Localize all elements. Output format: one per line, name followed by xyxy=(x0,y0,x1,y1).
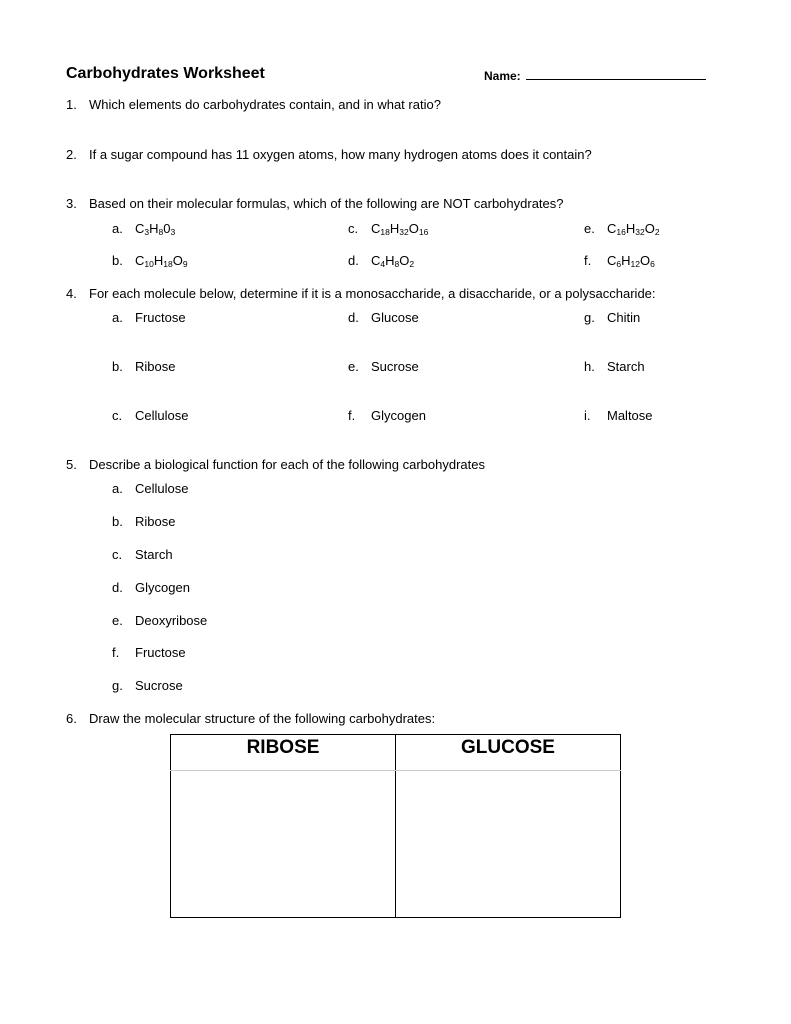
option-letter: g. xyxy=(584,310,595,325)
question-number: 1. xyxy=(66,97,77,112)
molecule-name: Fructose xyxy=(135,310,186,325)
option-letter: a. xyxy=(112,221,123,236)
question-text: Based on their molecular formulas, which of the following are NOT carbohydrates? xyxy=(89,196,564,211)
question-text: For each molecule below, determine if it is a monosaccharide, a disaccharide, or a polysaccharide: xyxy=(89,286,656,301)
molecule-name: Sucrose xyxy=(371,359,419,374)
item-letter: b. xyxy=(112,514,123,529)
molecule-name: Glycogen xyxy=(371,408,426,423)
question-number: 6. xyxy=(66,711,77,726)
molecule-name: Chitin xyxy=(607,310,641,325)
formula-option xyxy=(348,253,414,269)
formula-option xyxy=(112,221,175,237)
function-item xyxy=(112,613,207,628)
ribose-header: RIBOSE xyxy=(171,735,396,771)
item-letter: a. xyxy=(112,481,123,496)
molecule-option xyxy=(584,359,645,374)
item-letter: f. xyxy=(112,645,120,660)
function-item xyxy=(112,514,175,529)
ribose-drawing-box[interactable] xyxy=(171,771,396,918)
item-letter: g. xyxy=(112,678,123,693)
option-letter: f. xyxy=(348,408,356,423)
question-text: Describe a biological function for each of the following carbohydrates xyxy=(89,457,486,472)
option-letter: d. xyxy=(348,310,359,325)
option-letter: c. xyxy=(348,221,359,236)
molecular-formula: $C_3H_80_3$ xyxy=(135,221,176,237)
molecule-option xyxy=(348,359,419,374)
carbohydrate-name: Cellulose xyxy=(135,481,189,496)
question-number: 5. xyxy=(66,457,77,472)
molecule-option xyxy=(348,310,419,325)
worksheet-title: Carbohydrates Worksheet xyxy=(66,65,265,82)
molecule-option xyxy=(112,310,186,325)
question-number: 4. xyxy=(66,286,77,301)
option-letter: c. xyxy=(112,408,123,423)
formula-option xyxy=(348,221,428,237)
option-letter: e. xyxy=(348,359,359,374)
carbohydrate-name: Ribose xyxy=(135,514,176,529)
glucose-header: GLUCOSE xyxy=(396,735,621,771)
question-number: 3. xyxy=(66,196,77,211)
function-item xyxy=(112,678,183,693)
option-letter: b. xyxy=(112,359,123,374)
carbohydrate-name: Glycogen xyxy=(135,580,190,595)
molecule-option xyxy=(584,408,653,423)
function-item xyxy=(112,481,188,496)
carbohydrate-name: Starch xyxy=(135,547,173,562)
item-letter: d. xyxy=(112,580,123,595)
formula-option xyxy=(112,253,188,269)
name-field-line[interactable] xyxy=(526,79,706,80)
drawing-table xyxy=(170,734,621,918)
question-text: If a sugar compound has 11 oxygen atoms, how many hydrogen atoms does it contain? xyxy=(89,147,592,162)
question-number: 2. xyxy=(66,147,77,162)
molecule-option xyxy=(348,408,426,423)
molecule-option xyxy=(584,310,640,325)
function-item xyxy=(112,580,190,595)
formula-option xyxy=(584,253,655,269)
question-text: Which elements do carbohydrates contain, and in what ratio? xyxy=(89,97,441,112)
option-letter: a. xyxy=(112,310,123,325)
question-text: Draw the molecular structure of the following carbohydrates: xyxy=(89,711,436,726)
item-letter: e. xyxy=(112,613,123,628)
molecule-name: Glucose xyxy=(371,310,419,325)
formula-option xyxy=(584,221,660,237)
molecule-name: Ribose xyxy=(135,359,176,374)
function-item xyxy=(112,547,173,562)
function-item xyxy=(112,645,186,660)
carbohydrate-name: Fructose xyxy=(135,645,186,660)
carbohydrate-name: Sucrose xyxy=(135,678,183,693)
option-letter: i. xyxy=(584,408,591,423)
molecule-name: Starch xyxy=(607,359,645,374)
molecule-name: Maltose xyxy=(607,408,653,423)
name-label: Name: xyxy=(484,69,521,83)
option-letter: e. xyxy=(584,221,595,236)
molecular-formula: $C_{18}H_{32}O_{16}$ xyxy=(371,221,429,237)
option-letter: d. xyxy=(348,253,359,268)
molecular-formula: $C_4H_8O_2$ xyxy=(371,253,415,269)
option-letter: h. xyxy=(584,359,595,374)
molecular-formula: $C_{16}H_{32}O_2$ xyxy=(607,221,660,237)
molecular-formula: $C_{10}H_{18}O_9$ xyxy=(135,253,188,269)
option-letter: b. xyxy=(112,253,123,268)
option-letter: f. xyxy=(584,253,592,268)
item-letter: c. xyxy=(112,547,123,562)
molecule-name: Cellulose xyxy=(135,408,189,423)
molecule-option xyxy=(112,408,188,423)
carbohydrate-name: Deoxyribose xyxy=(135,613,208,628)
molecule-option xyxy=(112,359,175,374)
molecular-formula: $C_6H_{12}O_6$ xyxy=(607,253,655,269)
glucose-drawing-box[interactable] xyxy=(396,771,621,918)
